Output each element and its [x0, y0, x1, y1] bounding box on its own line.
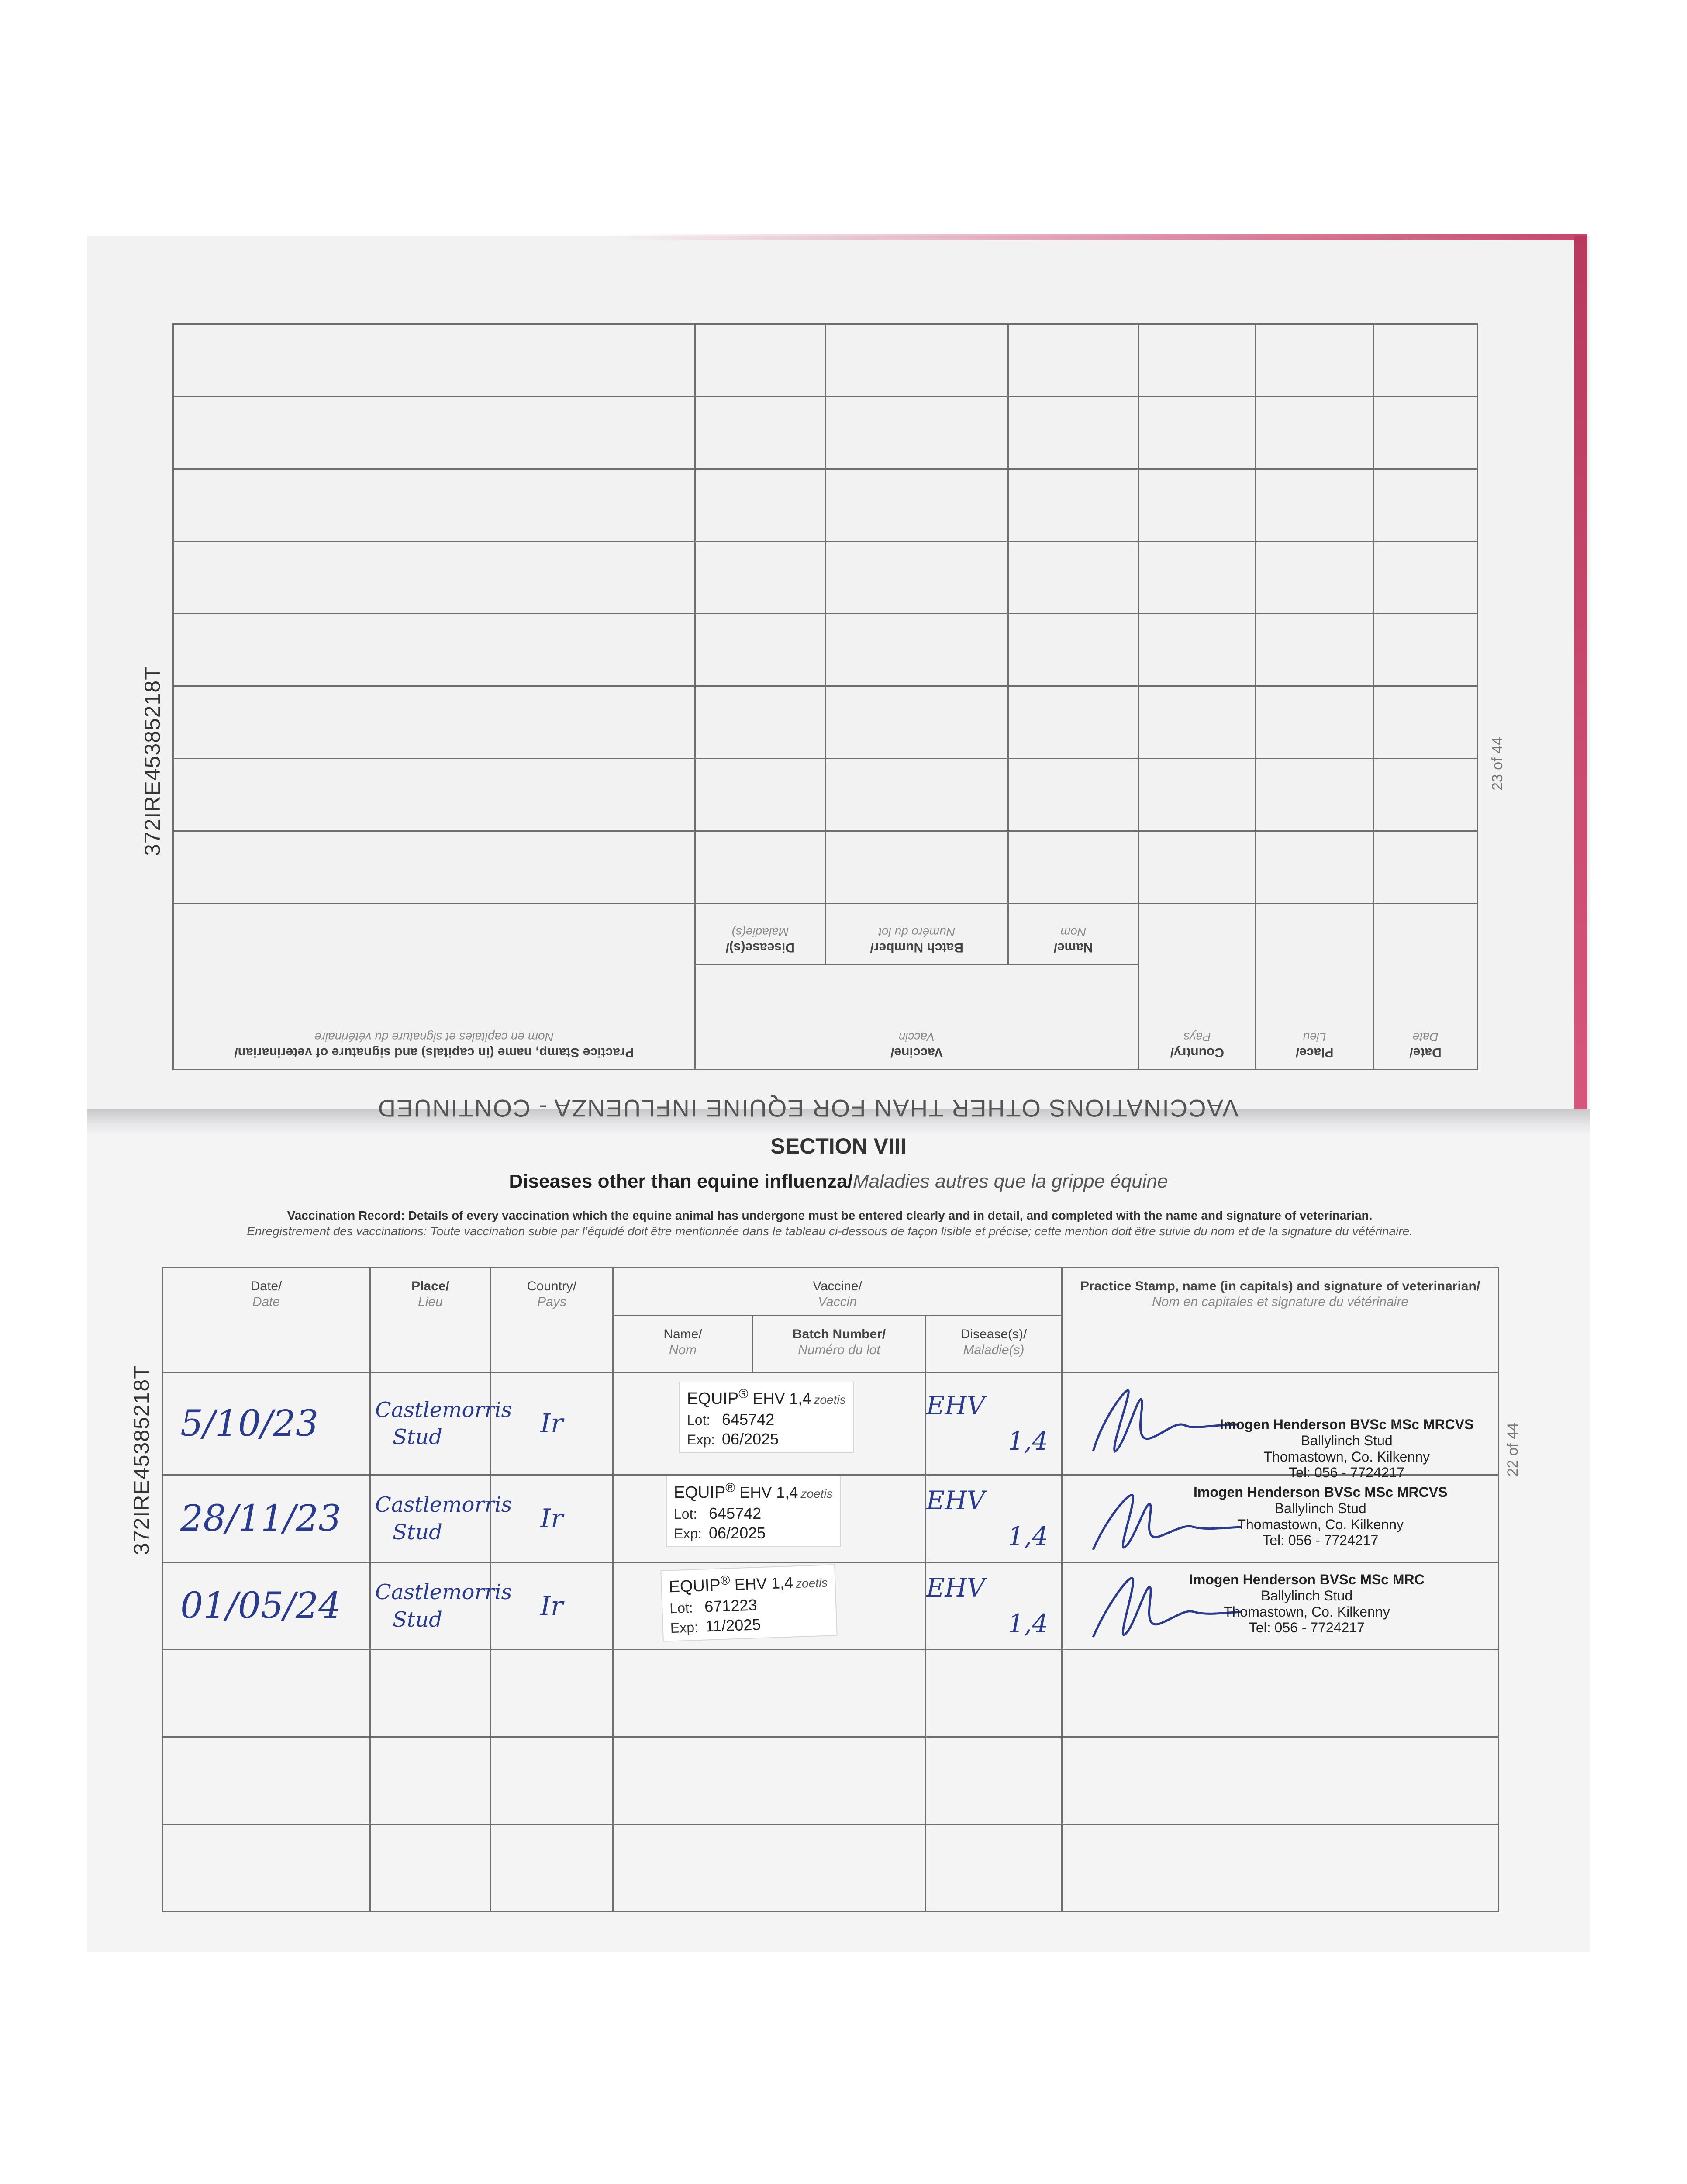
entry-vaccine: [613, 1475, 926, 1562]
entry-place: Castlemorris Stud: [370, 1372, 491, 1475]
empty-row: [173, 759, 1478, 831]
header-batch: Batch Number/ Numéro du lot: [825, 904, 1008, 965]
upside-down-title: VACCINATIONS OTHER THAN FOR EQUINE INFLUENZA - CONTINUED: [377, 1095, 1239, 1122]
entry-stamp: [1062, 1475, 1499, 1562]
vaccination-table: [162, 1267, 1499, 1912]
cover-edge-right: [1574, 236, 1587, 1127]
vet-stamp: Imogen Henderson BVSc MSc MRC Ballylinch Stud Thomastown, Co. Kilkenny Tel: 056 - 7724217: [1189, 1572, 1425, 1636]
instructions: [162, 1208, 1498, 1240]
continued-table: [172, 323, 1478, 1070]
entry-disease: EHV 1,4: [926, 1562, 1062, 1650]
passport-id-top: 372IRE45385218T: [140, 666, 165, 856]
header-vaccine: Vaccine/ Vaccin: [695, 965, 1138, 1070]
empty-row: [173, 396, 1478, 469]
empty-row: [173, 686, 1478, 759]
entry-stamp: [1062, 1372, 1499, 1481]
table-row: [162, 1475, 1499, 1562]
vaccine-label-sticker: EQUIP® EHV 1,4 zoetis Lot: 671223 Exp: 11/2025: [660, 1564, 837, 1641]
entry-date: 5/10/23: [162, 1372, 370, 1475]
header-disease: Disease(s)/ Maladie(s): [926, 1316, 1062, 1372]
table-row: [162, 1372, 1499, 1475]
header-date: Date/ Date: [1373, 904, 1478, 1070]
empty-row: [162, 1737, 1499, 1825]
empty-row: [173, 324, 1478, 397]
vaccine-label-sticker: EQUIP® EHV 1,4 zoetis Lot: 645742 Exp: 06/2025: [666, 1476, 841, 1547]
upside-down-vaccination-table: [172, 323, 1478, 1070]
header-batch: Batch Number/ Numéro du lot: [753, 1316, 926, 1372]
entry-country: Ir: [491, 1475, 613, 1562]
entry-country: Ir: [491, 1372, 613, 1475]
vet-stamp: Imogen Henderson BVSc MSc MRCVS Ballylinch Stud Thomastown, Co. Kilkenny Tel: 056 - 7724217: [1194, 1484, 1448, 1548]
section-subtitle: Diseases other than equine influenza/Maladies autres que la grippe équine: [509, 1171, 1168, 1192]
entry-stamp: [1062, 1562, 1499, 1650]
instruction-en: Vaccination Record: Details of every vaccination which the equine animal has undergone must be entered clearly and in detail, and completed with the name and signature of veterinarian.: [287, 1209, 1373, 1222]
vet-stamp: Imogen Henderson BVSc MSc MRCVS Ballylinch Stud Thomastown, Co. Kilkenny Tel: 056 - 7724217: [1220, 1417, 1474, 1481]
header-name: Name/ Nom: [1008, 904, 1138, 965]
empty-row: [173, 541, 1478, 614]
header-name: Name/ Nom: [613, 1316, 753, 1372]
entry-country: Ir: [491, 1562, 613, 1650]
entry-disease: EHV 1,4: [926, 1475, 1062, 1562]
header-date: Date/ Date: [162, 1268, 370, 1372]
empty-row: [173, 614, 1478, 686]
vaccine-label-sticker: EQUIP® EHV 1,4 zoetis Lot: 645742 Exp: 06/2025: [679, 1382, 854, 1453]
entry-date: 01/05/24: [162, 1562, 370, 1650]
header-stamp: Practice Stamp, name (in capitals) and signature of veterinarian/ Nom en capitales et signature du vétérinaire: [173, 904, 695, 1070]
empty-row: [162, 1825, 1499, 1912]
entry-disease: EHV 1,4: [926, 1372, 1062, 1475]
vet-signature: [1063, 1373, 1246, 1473]
page-number-top: 23 of 44: [1489, 737, 1506, 791]
header-place: Place/ Lieu: [370, 1268, 491, 1372]
entry-date: 28/11/23: [162, 1475, 370, 1562]
header-disease: Disease(s)/ Maladie(s): [695, 904, 825, 965]
entry-vaccine: [613, 1562, 926, 1650]
table-row: [162, 1562, 1499, 1650]
header-country: Country/ Pays: [1138, 904, 1256, 1070]
empty-row: [173, 831, 1478, 904]
page-number-bottom: 22 of 44: [1504, 1423, 1521, 1476]
instruction-fr: Enregistrement des vaccinations: Toute vaccination subie par l’équidé doit être mentionnée dans le tableau ci-dessous de façon lisible et précise; cette mention doit être suivie du nom et de la signature du vétérinaire.: [247, 1224, 1413, 1238]
header-stamp: Practice Stamp, name (in capitals) and signature of veterinarian/ Nom en capitales et signature du vétérinaire: [1062, 1268, 1499, 1372]
header-place: Place/ Lieu: [1256, 904, 1373, 1070]
empty-row: [173, 469, 1478, 541]
section-title: SECTION VIII: [770, 1134, 907, 1158]
passport-id-bottom: 372IRE45385218T: [129, 1365, 154, 1555]
entry-vaccine: [613, 1372, 926, 1475]
cover-edge-top: [611, 234, 1587, 240]
header-vaccine: Vaccine/ Vaccin: [613, 1268, 1062, 1316]
header-country: Country/ Pays: [491, 1268, 613, 1372]
empty-row: [162, 1650, 1499, 1737]
entry-place: Castlemorris Stud: [370, 1475, 491, 1562]
entry-place: Castlemorris Stud: [370, 1562, 491, 1650]
